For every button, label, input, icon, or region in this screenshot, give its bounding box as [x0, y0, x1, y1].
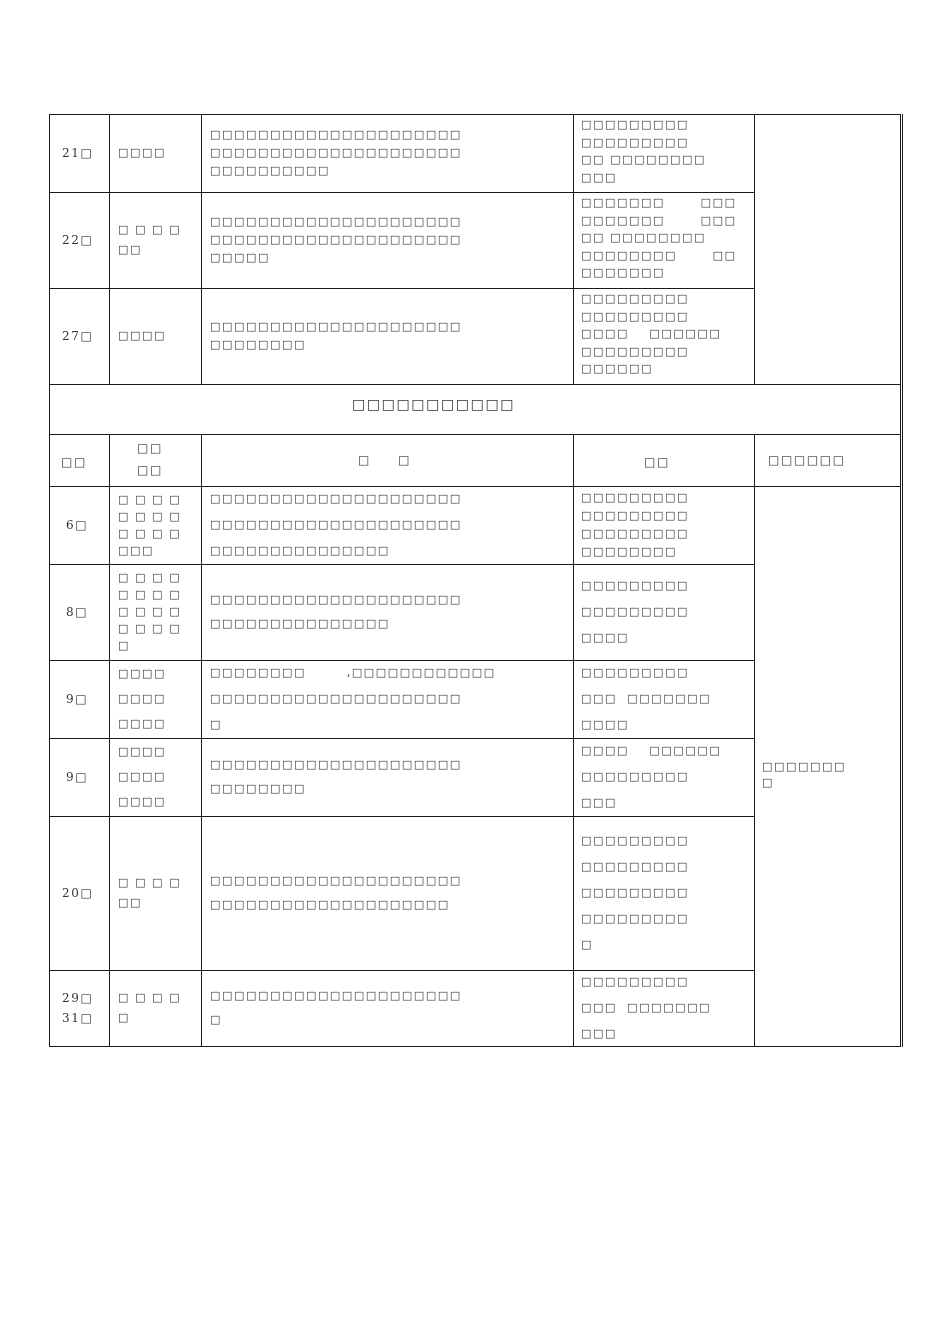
row-arrangement: □□□□□□□□□ [581, 975, 689, 988]
row-name: □□□□ [118, 329, 166, 342]
table-rule [49, 816, 755, 817]
row-arrangement: □□□□ [581, 718, 629, 731]
row-name: □ □ □ □ [118, 509, 182, 523]
table-rule [109, 434, 110, 1047]
table-top-border [49, 114, 901, 115]
table-rule [49, 738, 755, 739]
row-name: □ □ □ □ [118, 588, 182, 601]
row-arrangement: □□□□ □□□□□□ [581, 744, 722, 757]
table-rule [49, 434, 901, 435]
row-date: 21□ [62, 146, 94, 160]
row-arrangement: □□□□□□□□ □□ [581, 248, 737, 262]
table-rule [49, 486, 901, 487]
row-arrangement: □□□□□□□□□ [581, 135, 689, 149]
row-content: □□□□□□□□□□□□□□□□□□□□□ [210, 989, 462, 1002]
row-name: □□□□ [118, 745, 166, 758]
row-arrangement: □□□□□□□□□ [581, 491, 689, 504]
row-arrangement: □ [581, 938, 593, 951]
row-arrangement: □□□□□□□□□ [581, 886, 689, 899]
row-content: □□□□□□□□ ,□□□□□□□□□□□□ [210, 666, 496, 679]
table-rule [49, 192, 755, 193]
row-name: □ □ □ □ [118, 991, 182, 1004]
header-content: □ □ [358, 453, 412, 467]
row-content: □□□□□□□□□□□□□□□□□□□□□ [210, 692, 462, 705]
table-right-border-double [902, 114, 903, 1047]
row-arrangement: □□□□□□□□□ [581, 770, 689, 783]
row-arrangement: □□□ [581, 1027, 617, 1040]
row-date: 9□ [66, 770, 89, 784]
row-arrangement: □□□□□□□□□ [581, 834, 689, 847]
row-name: □ □ □ □ [118, 492, 182, 506]
row-arrangement: □□□□□□□□ [581, 545, 677, 558]
row-arrangement: □□□ □□□□□□□ [581, 692, 712, 705]
table-rule [109, 114, 110, 385]
table-rule [754, 114, 755, 385]
row-name: □ [118, 639, 130, 652]
row-name: □ □ □ □ [118, 526, 182, 540]
row-arrangement: □□ □□□□□□□□ [581, 231, 707, 245]
row-arrangement: □□□□□□□□□ [581, 860, 689, 873]
row-date: 22□ [62, 233, 94, 247]
header-date: □□ [61, 455, 87, 469]
row-name: □ □ □ □ [118, 571, 182, 584]
row-content: □□□□□ [210, 251, 270, 264]
row-content: □□□□□□□□□□□□□□□ [210, 617, 390, 630]
row-arrangement: □□ □□□□□□□□ [581, 153, 707, 166]
row-arrangement: □□□□□□□□□ [581, 666, 689, 679]
row-arrangement: □□□□□□□□□ [581, 912, 689, 925]
row-name: □□□□ [118, 717, 166, 730]
row-arrangement: □□□□ □□□□□□ [581, 327, 722, 341]
table-rule [201, 434, 202, 1047]
table-rule [49, 564, 755, 565]
header-col4: □□ [644, 455, 670, 469]
table-rule [49, 288, 755, 289]
table-rule [49, 114, 50, 385]
row-content: □□□□□□□□□□ [210, 164, 330, 177]
row-content: □□□□□□□□□□□□□□□□□□□□□ [210, 518, 462, 531]
row-content: □ [210, 718, 222, 731]
section-title: □□□□□□□□□□□ [352, 397, 516, 413]
row-content: □□□□□□□□□□□□□□□□□□□□□ [210, 215, 462, 228]
side-note: □□□□□□□ [762, 760, 846, 773]
row-arrangement: □□□□□□□□□ [581, 527, 689, 540]
row-content: □□□□□□□□□□□□□□□□□□□□□ [210, 874, 462, 887]
header-col2-line2: □□ [137, 463, 163, 477]
row-date: 27□ [62, 329, 94, 343]
row-name: □□□□ [118, 692, 166, 705]
row-name: □ □ □ □ [118, 876, 182, 889]
table-bottom-border [49, 1046, 901, 1047]
row-content: □□□□□□□□□□□□□□□□□□□□□ [210, 233, 462, 246]
row-name: □□□□ [118, 146, 166, 159]
table-rule [49, 660, 755, 661]
row-content: □□□□□□□□□□□□□□□□□□□□ [210, 898, 450, 911]
row-name: □□ [118, 896, 142, 909]
side-note: □ [762, 776, 774, 789]
row-arrangement: □□□□□□□□□ [581, 344, 689, 358]
header-col2-line1: □□ [137, 441, 163, 455]
row-date: 8□ [66, 605, 89, 619]
row-arrangement: □□□□□□□□□ [581, 292, 689, 305]
row-arrangement: □□□ □□□□□□□ [581, 1001, 712, 1014]
row-name: □□□□ [118, 667, 166, 680]
row-content: □□□□□□□□ [210, 782, 306, 795]
table-rule [573, 434, 574, 1047]
table-rule [49, 970, 755, 971]
row-date: 20□ [62, 886, 94, 900]
row-content: □□□□□□□□ [210, 338, 306, 351]
row-name: □ □ □ □ [118, 622, 182, 635]
row-arrangement: □□□□□□□□□ [581, 605, 689, 618]
table-rule [754, 434, 755, 1047]
row-content: □□□□□□□□□□□□□□□□□□□□□ [210, 146, 462, 159]
table-rule [49, 384, 50, 1047]
table-rule [573, 114, 574, 385]
table-rule [49, 384, 901, 385]
row-content: □□□□□□□□□□□□□□□□□□□□□ [210, 593, 462, 606]
row-arrangement: □□□□□□□ □□□ [581, 213, 737, 227]
row-date: 6□ [66, 518, 89, 532]
row-date: 31□ [62, 1011, 94, 1025]
row-arrangement: □□□□□□□□□ [581, 309, 689, 323]
row-content: □ [210, 1013, 222, 1026]
row-arrangement: □□□□□□ [581, 362, 653, 376]
row-name: □□□ [118, 543, 154, 557]
row-arrangement: □□□□□□□ [581, 266, 665, 280]
row-content: □□□□□□□□□□□□□□□□□□□□□ [210, 492, 462, 505]
row-arrangement: □□□□□□□ □□□ [581, 196, 737, 209]
row-date: 29□ [62, 991, 94, 1005]
row-name: □ □ □ □ [118, 223, 182, 236]
table-right-border [900, 114, 901, 1047]
row-arrangement: □□□□□□□□□ [581, 509, 689, 522]
row-name: □ □ □ □ [118, 605, 182, 618]
header-col5: □□□□□□ [768, 453, 846, 467]
row-arrangement: □□□□□□□□□ [581, 579, 689, 592]
row-name: □□□□ [118, 795, 166, 808]
row-arrangement: □□□□ [581, 631, 629, 644]
row-name: □□ [118, 243, 142, 256]
row-date: 9□ [66, 692, 89, 706]
row-arrangement: □□□ [581, 796, 617, 809]
row-content: □□□□□□□□□□□□□□□□□□□□□ [210, 758, 462, 771]
row-arrangement: □□□□□□□□□ [581, 118, 689, 131]
row-content: □□□□□□□□□□□□□□□□□□□□□ [210, 128, 462, 141]
row-content: □□□□□□□□□□□□□□□ [210, 544, 390, 557]
row-name: □ [118, 1011, 130, 1024]
row-arrangement: □□□ [581, 170, 617, 184]
table-rule [201, 114, 202, 385]
row-content: □□□□□□□□□□□□□□□□□□□□□ [210, 320, 462, 333]
row-name: □□□□ [118, 770, 166, 783]
